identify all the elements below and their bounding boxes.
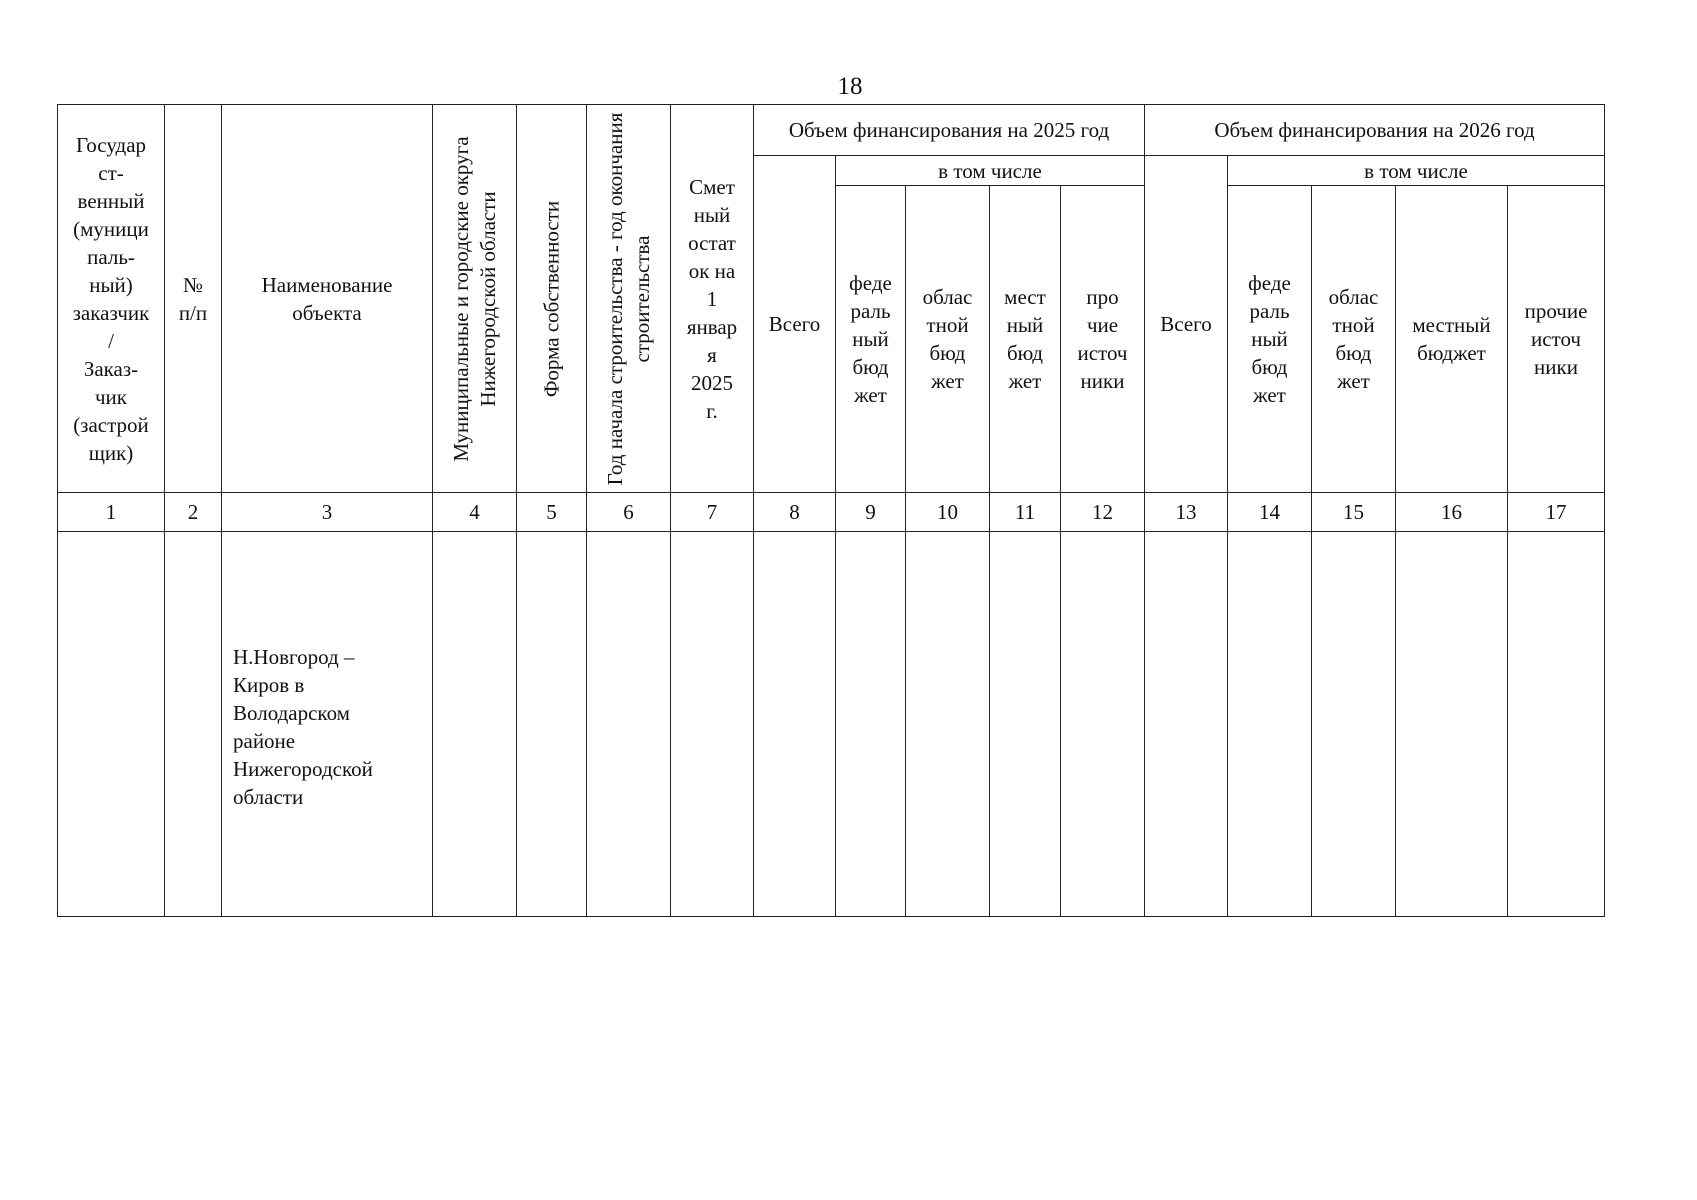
column-number: 8 (754, 493, 836, 532)
header-financing-2025 (754, 105, 1145, 156)
header-estimate-balance (671, 105, 754, 493)
header-estimate-balance-label: Смет ный остат ок на 1 январ я 2025 г. (686, 174, 738, 423)
header-object-name (222, 105, 433, 493)
header-including-2026-label: в том числе (1364, 158, 1468, 183)
column-number: 13 (1145, 493, 1228, 532)
header-local-2026 (1396, 186, 1508, 493)
header-including-2026 (1228, 156, 1605, 186)
header-local-2026-label: местный бюджет (1412, 313, 1491, 365)
header-financing-2025-label: Объем финансирования на 2025 год (788, 118, 1110, 142)
column-number: 15 (1312, 493, 1396, 532)
header-ownership-label: Форма собственности (539, 200, 563, 397)
header-including-2025 (836, 156, 1145, 186)
header-financing-2026-label: Объем финансирования на 2026 год (1214, 118, 1535, 142)
cell-local-2025 (990, 532, 1061, 917)
cell-total-2026 (1145, 532, 1228, 917)
cell-local-2026 (1396, 532, 1508, 917)
header-ownership (517, 105, 587, 493)
header-regional-2025-label: облас тной бюд жет (922, 285, 973, 393)
header-other-2026-label: прочие источ ники (1524, 299, 1588, 379)
column-number: 17 (1508, 493, 1605, 532)
page-number: 18 (837, 73, 863, 100)
header-including-2025-label: в том числе (938, 158, 1042, 183)
object-name-text: Н.Новгород – Киров в Володарском районе Нижегородской области (233, 645, 373, 809)
cell-regional-2026 (1312, 532, 1396, 917)
cell-other-2026 (1508, 532, 1605, 917)
cell-federal-2026 (1228, 532, 1312, 917)
header-local-2025 (990, 186, 1061, 493)
column-number: 11 (990, 493, 1061, 532)
cell-years (587, 532, 671, 917)
cell-number (165, 532, 222, 917)
cell-municipal-district (433, 532, 517, 917)
cell-other-2025 (1061, 532, 1145, 917)
column-number: 2 (165, 493, 222, 532)
header-other-2025-label: про чие источ ники (1077, 285, 1128, 393)
cell-total-2025 (754, 532, 836, 917)
header-municipal-districts-label: Муниципальные и городские округа Нижегородской области (448, 135, 500, 462)
header-regional-2025 (906, 186, 990, 493)
header-customer-label: Государ ст- венный (муници паль- ный) заказчик / Заказ- чик (застрой щик) (72, 132, 150, 465)
header-federal-2025-label: феде раль ный бюд жет (849, 271, 892, 407)
financing-table (57, 104, 1605, 917)
header-regional-2026 (1312, 186, 1396, 493)
header-federal-2026-label: феде раль ный бюд жет (1248, 271, 1291, 407)
header-total-2025-label: Всего (768, 312, 821, 336)
header-years-label: Год начала строительства - год окончания строительства (602, 112, 654, 485)
column-number: 6 (587, 493, 671, 532)
header-years (587, 105, 671, 493)
header-regional-2026-label: облас тной бюд жет (1328, 285, 1379, 393)
column-number: 10 (906, 493, 990, 532)
column-number: 14 (1228, 493, 1312, 532)
cell-ownership (517, 532, 587, 917)
cell-customer (58, 532, 165, 917)
column-number: 9 (836, 493, 906, 532)
header-object-name-label: Наименование объекта (261, 272, 393, 325)
header-other-2026 (1508, 186, 1605, 493)
column-number: 12 (1061, 493, 1145, 532)
header-local-2025-label: мест ный бюд жет (1004, 285, 1046, 393)
column-number: 5 (517, 493, 587, 532)
column-number: 7 (671, 493, 754, 532)
header-total-2025 (754, 156, 836, 493)
cell-federal-2025 (836, 532, 906, 917)
column-number-row (58, 493, 1605, 532)
column-number: 4 (433, 493, 517, 532)
column-number: 3 (222, 493, 433, 532)
header-municipal-districts (433, 105, 517, 493)
header-number (165, 105, 222, 493)
header-customer (58, 105, 165, 493)
header-federal-2025 (836, 186, 906, 493)
header-total-2026 (1145, 156, 1228, 493)
header-other-2025 (1061, 186, 1145, 493)
cell-estimate-balance (671, 532, 754, 917)
cell-object-name (222, 532, 433, 917)
header-total-2026-label: Всего (1160, 312, 1212, 336)
header-financing-2026 (1145, 105, 1605, 156)
cell-regional-2025 (906, 532, 990, 917)
column-number: 16 (1396, 493, 1508, 532)
table-row (58, 532, 1605, 917)
header-federal-2026 (1228, 186, 1312, 493)
column-number: 1 (58, 493, 165, 532)
header-number-label: № п/п (178, 272, 208, 325)
